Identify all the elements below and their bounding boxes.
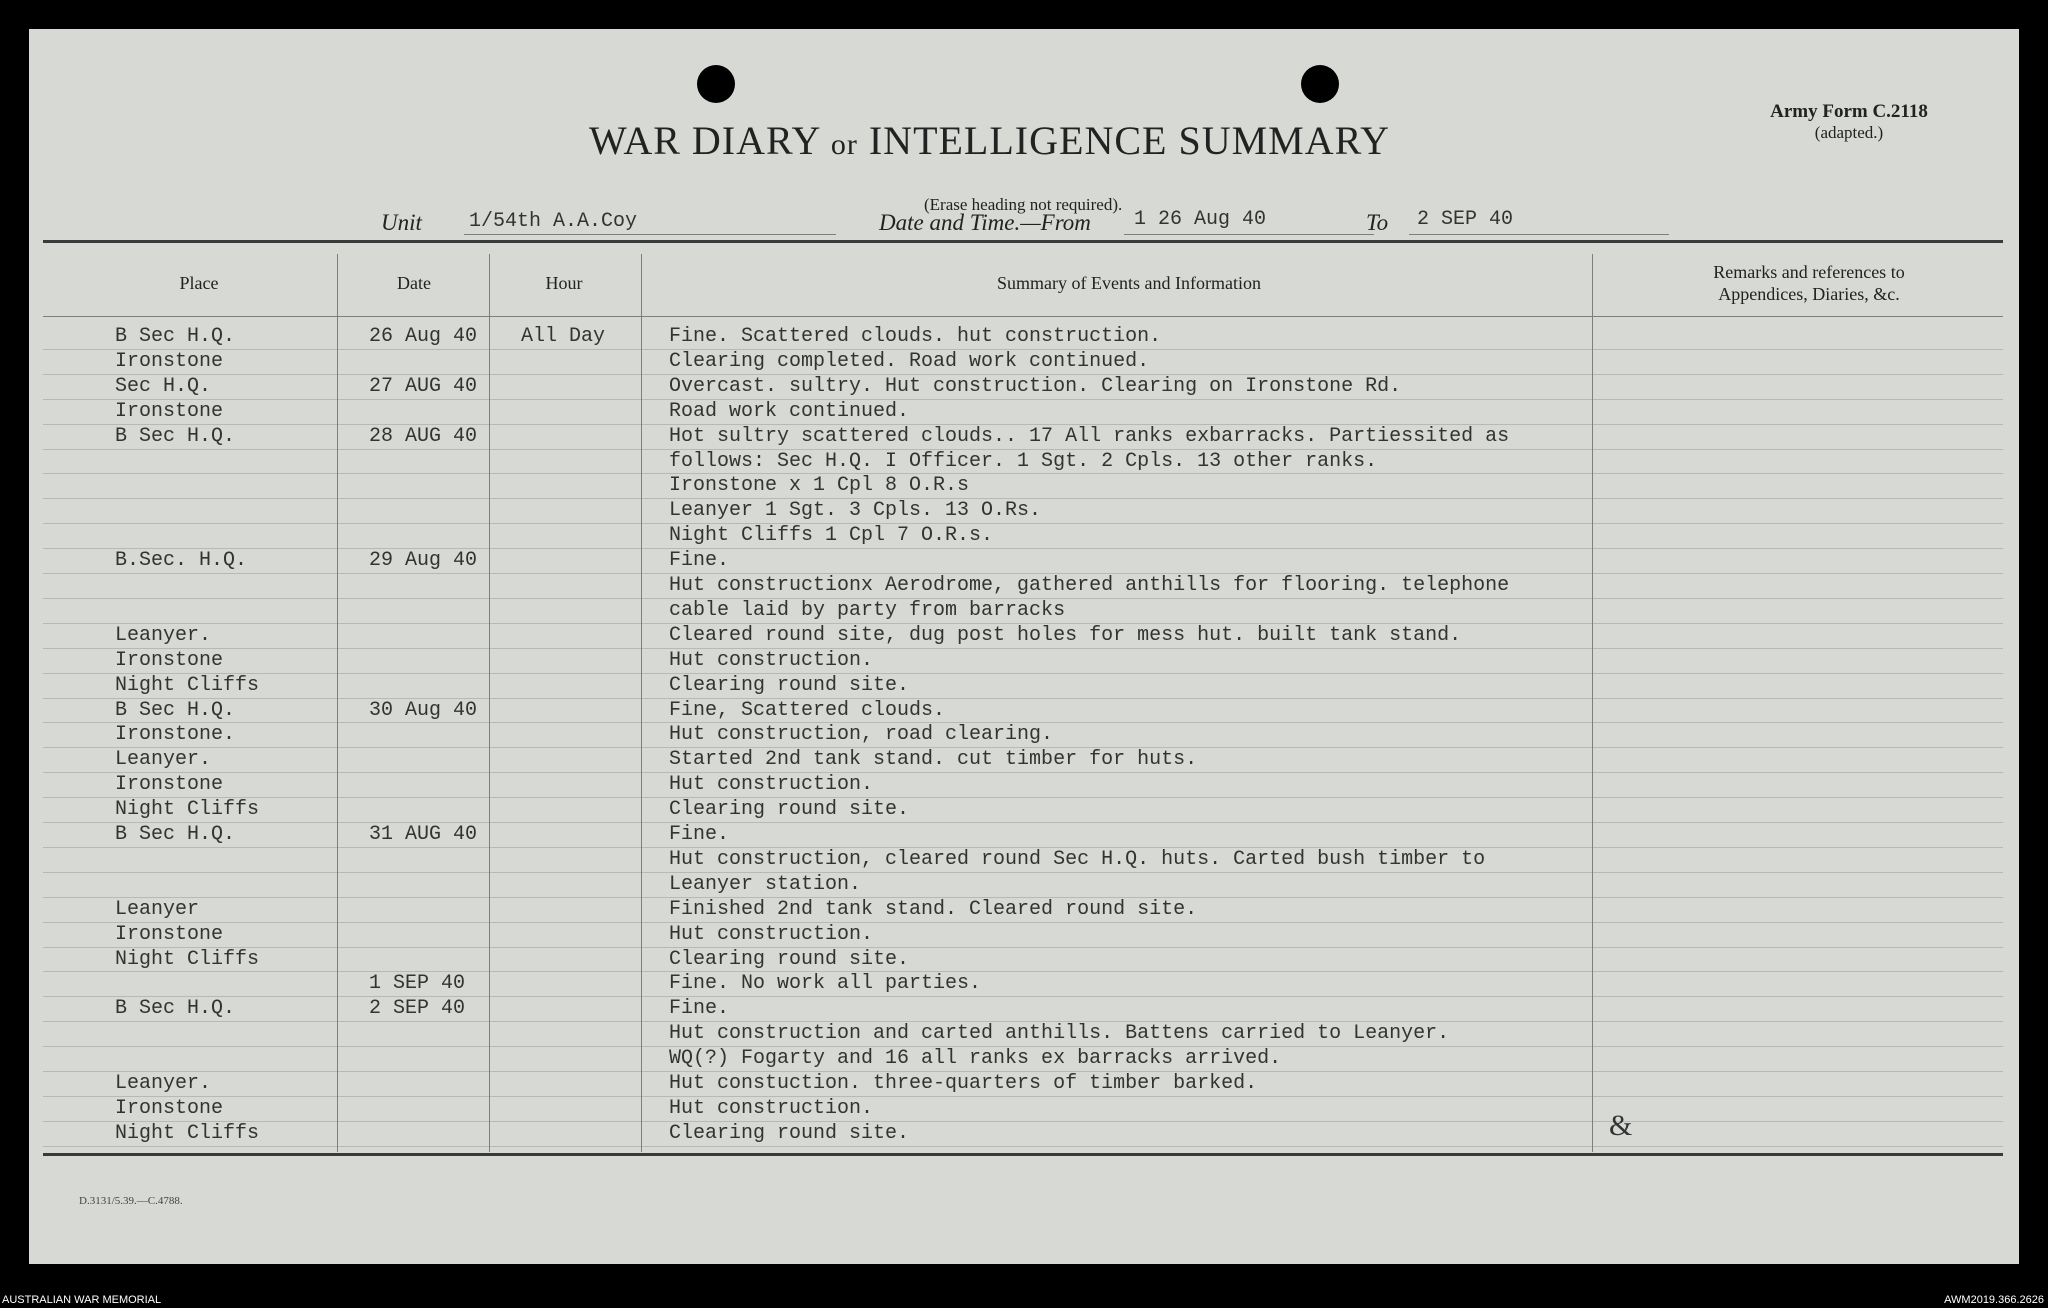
row-place: B Sec H.Q. (115, 424, 236, 448)
date-time-label: Date and Time.—From (879, 210, 1091, 235)
row-place: Ironstone (115, 1096, 224, 1120)
row-rule (43, 548, 2003, 549)
row-place: Ironstone (115, 399, 224, 423)
col-divider-place (337, 254, 338, 1152)
table-top-border (43, 240, 2003, 243)
row-date: 29 Aug 40 (369, 549, 478, 573)
row-summary: Hut construction, cleared round Sec H.Q. huts. Carted bush timber to (669, 847, 1486, 871)
row-summary: Clearing round site. (669, 947, 910, 971)
row-place: Ironstone (115, 922, 224, 946)
row-summary: Fine. No work all parties. (669, 972, 982, 996)
row-place: B.Sec. H.Q. (115, 549, 248, 573)
row-rule (43, 1121, 2003, 1122)
row-rule (43, 922, 2003, 923)
unit-value: 1/54th A.A.Coy (469, 210, 638, 233)
row-place: Leanyer. (115, 623, 212, 647)
row-rule (43, 523, 2003, 524)
row-place: B Sec H.Q. (115, 823, 236, 846)
row-place: Leanyer. (115, 1072, 212, 1095)
row-rule (43, 822, 2003, 823)
row-date: 2 SEP 40 (369, 997, 466, 1021)
row-summary: Hot sultry scattered clouds.. 17 All ranks exbarracks. Partiessited as (669, 424, 1510, 448)
row-rule (43, 996, 2003, 997)
row-place: Night Cliffs (115, 947, 260, 971)
row-date: 30 Aug 40 (369, 698, 478, 722)
row-rule (43, 1096, 2003, 1097)
row-summary: Night Cliffs 1 Cpl 7 O.R.s. (669, 524, 994, 548)
row-place: Night Cliffs (115, 798, 260, 822)
row-date: 1 SEP 40 (369, 972, 466, 996)
archive-caption: AUSTRALIAN WAR MEMORIAL (2, 1294, 162, 1306)
row-summary: Fine. (669, 997, 730, 1021)
row-summary: Clearing completed. Road work continued. (669, 349, 1150, 373)
row-summary: Fine. (669, 549, 730, 573)
row-place: Night Cliffs (115, 1121, 260, 1145)
row-summary: Hut construction. (669, 1096, 874, 1120)
row-summary: Hut constuction. three-quarters of timber barked. (669, 1072, 1258, 1095)
row-place: B Sec H.Q. (115, 325, 236, 348)
row-summary: Hut construction and carted anthills. Battens carried to Leanyer. (669, 1022, 1450, 1046)
row-summary: Leanyer station. (669, 872, 862, 896)
col-header-remarks: Remarks and references to Appendices, Diaries, &c. (1713, 262, 1905, 304)
row-summary: Road work continued. (669, 399, 910, 423)
row-place: Ironstone (115, 349, 224, 373)
row-summary: Started 2nd tank stand. cut timber for huts. (669, 748, 1198, 772)
row-rule (43, 473, 2003, 474)
col-header-hour: Hour (545, 273, 583, 293)
punch-hole-left (697, 65, 735, 103)
row-rule (43, 698, 2003, 699)
row-summary: Clearing round site. (669, 673, 910, 697)
row-rule (43, 1146, 2003, 1147)
page-subtitle: (Erase heading not required). (924, 195, 1123, 214)
row-date: 31 AUG 40 (369, 823, 478, 846)
date-to-label: To (1366, 210, 1389, 235)
row-summary: Ironstone x 1 Cpl 8 O.R.s (669, 474, 970, 498)
row-date: 27 AUG 40 (369, 374, 478, 398)
punch-hole-right (1301, 65, 1339, 103)
date-from-value: 1 26 Aug 40 (1134, 208, 1267, 231)
row-rule (43, 648, 2003, 649)
form-number: Army Form C.2118 (adapted.) (1770, 101, 1928, 142)
row-place: Sec H.Q. (115, 374, 212, 398)
row-summary: cable laid by party from barracks (669, 598, 1066, 622)
row-place: Night Cliffs (115, 673, 260, 697)
row-rule (43, 797, 2003, 798)
row-place: B Sec H.Q. (115, 698, 236, 722)
row-place: Ironstone. (115, 723, 236, 747)
table-bottom-border (43, 1153, 2003, 1156)
row-hour: All Day (521, 325, 606, 348)
row-summary: Cleared round site, dug post holes for mess hut. built tank stand. (669, 623, 1462, 647)
row-summary: Fine, Scattered clouds. (669, 698, 946, 722)
page-title: WAR DIARY or INTELLIGENCE SUMMARY (589, 118, 1390, 163)
col-divider-hour (641, 254, 642, 1152)
row-rule (43, 673, 2003, 674)
unit-label: Unit (381, 210, 422, 235)
row-place: Leanyer (115, 897, 200, 921)
row-summary: Finished 2nd tank stand. Cleared round site. (669, 897, 1198, 921)
row-summary: Clearing round site. (669, 1121, 910, 1145)
row-summary: Hut construction. (669, 922, 874, 946)
row-rule (43, 971, 2003, 972)
row-summary: WQ(?) Fogarty and 16 all ranks ex barracks arrived. (669, 1047, 1282, 1071)
row-summary: Overcast. sultry. Hut construction. Clearing on Ironstone Rd. (669, 374, 1402, 398)
remarks-mark: & (1609, 1109, 1633, 1142)
row-place: B Sec H.Q. (115, 997, 236, 1021)
diary-page (29, 29, 2019, 1264)
row-summary: Fine. Scattered clouds. hut construction. (669, 325, 1162, 348)
row-rule (43, 772, 2003, 773)
row-place: Ironstone (115, 648, 224, 672)
form-print-code: D.3131/5.39.—C.4788. (79, 1195, 183, 1207)
col-header-summary: Summary of Events and Information (997, 273, 1261, 293)
col-divider-summary (1592, 254, 1593, 1152)
row-summary: Clearing round site. (669, 798, 910, 822)
row-summary: Hut construction, road clearing. (669, 723, 1054, 747)
col-divider-date (489, 254, 490, 1152)
row-place: Ironstone (115, 773, 224, 797)
row-summary: Hut construction. (669, 773, 874, 797)
header-underline (43, 316, 2003, 317)
row-place: Leanyer. (115, 748, 212, 772)
col-header-date: Date (397, 273, 431, 293)
row-rule (43, 872, 2003, 873)
row-summary: Hut constructionx Aerodrome, gathered anthills for flooring. telephone (669, 574, 1510, 597)
col-header-place: Place (179, 273, 219, 293)
archive-reference: AWM2019.366.2626 (1944, 1294, 2044, 1306)
row-summary: Fine. (669, 823, 730, 846)
row-summary: Leanyer 1 Sgt. 3 Cpls. 13 O.Rs. (669, 499, 1042, 523)
row-date: 28 AUG 40 (369, 424, 478, 448)
row-rule (43, 399, 2003, 400)
date-to-value: 2 SEP 40 (1417, 208, 1514, 231)
row-date: 26 Aug 40 (369, 325, 478, 348)
row-summary: Hut construction. (669, 648, 874, 672)
row-rule (43, 947, 2003, 948)
row-summary: follows: Sec H.Q. I Officer. 1 Sgt. 2 Cpls. 13 other ranks. (669, 449, 1378, 473)
